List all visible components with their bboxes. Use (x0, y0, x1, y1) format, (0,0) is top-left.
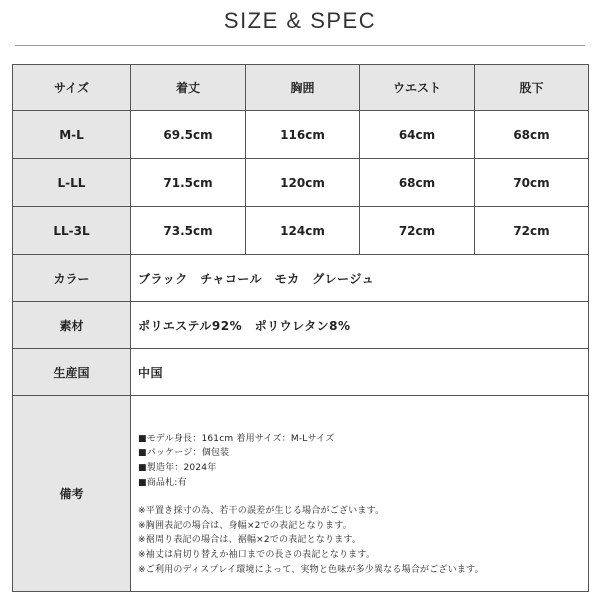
notes-row (13, 396, 589, 592)
size-value: 70cm (475, 159, 589, 207)
notes-remark: ※ご利用のディスプレイ環境によって、実物と色味が多少異なる場合がございます。 (138, 564, 484, 575)
spec-table (12, 64, 589, 592)
size-header-label: サイズ (13, 65, 131, 111)
notes-content (138, 410, 588, 577)
size-value: 68cm (360, 159, 475, 207)
notes-label: 備考 (13, 396, 131, 592)
size-value: 69.5cm (131, 111, 246, 159)
size-row (13, 207, 589, 255)
notes-remark: ※袖丈は肩切り替えか袖口までの長さの表記となります。 (138, 549, 376, 560)
notes-item: ■商品札:有 (138, 477, 187, 488)
page-title: SIZE & SPEC (223, 8, 377, 33)
size-value: 124cm (246, 207, 360, 255)
title-divider (15, 45, 585, 46)
material-value: ポリエステル92% ポリウレタン8% (131, 302, 589, 349)
origin-value: 中国 (131, 349, 589, 396)
notes-item: ■パッケージ：個包装 (138, 448, 230, 459)
material-label: 素材 (13, 302, 131, 349)
size-value: 72cm (475, 207, 589, 255)
notes-remark: ※裾周り表記の場合は、裾幅×2での表記となります。 (138, 535, 362, 546)
size-value: 68cm (475, 111, 589, 159)
column-header-length: 着丈 (131, 65, 246, 111)
notes-remark: ※平置き採寸の為、若干の誤差が生じる場合がございます。 (138, 506, 385, 517)
column-header-waist: ウエスト (360, 65, 475, 111)
size-row (13, 111, 589, 159)
notes-remark: ※胸囲表記の場合は、身幅×2での表記となります。 (138, 520, 352, 531)
size-header-row (13, 65, 589, 111)
column-header-inseam: 股下 (475, 65, 589, 111)
color-label: カラー (13, 255, 131, 302)
color-row (13, 255, 589, 302)
notes-item: ■モデル身長：161cm 着用サイズ：M-Lサイズ (138, 433, 335, 444)
notes-cell (131, 396, 589, 592)
size-value: 73.5cm (131, 207, 246, 255)
origin-row (13, 349, 589, 396)
size-row (13, 159, 589, 207)
notes-spacer (138, 490, 588, 504)
size-label: LL-3L (13, 207, 131, 255)
color-value: ブラック チャコール モカ グレージュ (131, 255, 589, 302)
column-header-chest: 胸囲 (246, 65, 360, 111)
size-label: M-L (13, 111, 131, 159)
size-label: L-LL (13, 159, 131, 207)
notes-item: ■製造年：2024年 (138, 463, 217, 474)
material-row (13, 302, 589, 349)
origin-label: 生産国 (13, 349, 131, 396)
size-value: 116cm (246, 111, 360, 159)
size-value: 120cm (246, 159, 360, 207)
size-value: 71.5cm (131, 159, 246, 207)
size-value: 64cm (360, 111, 475, 159)
size-value: 72cm (360, 207, 475, 255)
